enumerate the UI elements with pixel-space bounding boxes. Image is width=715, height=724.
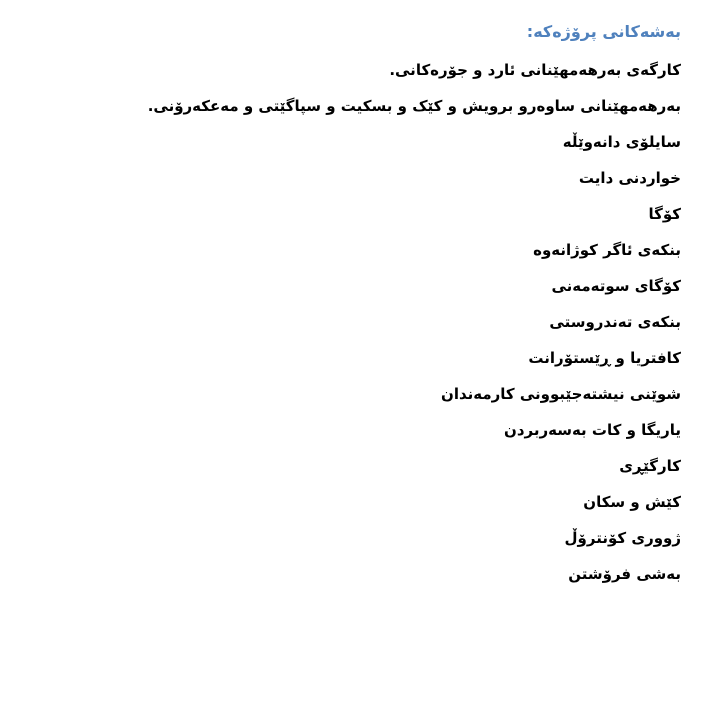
list-item-weighing: کێش و سکان <box>583 493 681 511</box>
list-item-control-room: ژووری کۆنترۆڵ <box>564 529 681 547</box>
list-item-fuel-storage: کۆگای سوتەمەنی <box>551 277 681 295</box>
list-item-staff-housing: شوێنی نیشتەجێبوونی کارمەندان <box>441 385 681 403</box>
list-item-grain-silo: سایلۆی دانەوێڵە <box>562 133 681 151</box>
list-item-warehouse: کۆگا <box>648 205 681 223</box>
list-item-health-center: بنکەی تەندروستی <box>549 313 681 331</box>
list-item-diet-food: خواردنی دایت <box>578 169 681 187</box>
list-item-bakery-products: بەرهەمهێنانی ساوەرو برویش و کێک و بسکیت و سپاگێتی و مەعکەرۆنی. <box>147 97 681 115</box>
list-item-sales-department: بەشی فرۆشتن <box>568 565 681 583</box>
document-content <box>81 18 681 592</box>
section-heading: بەشەکانی پرۆژەکە: <box>526 22 681 41</box>
list-item-flour-factory: کارگەی بەرهەمهێنانی ئارد و جۆرەکانی. <box>389 61 681 79</box>
list-item-administration: کارگێڕی <box>619 457 681 475</box>
list-item-fire-station: بنکەی ئاگر کوژانەوە <box>533 241 681 259</box>
list-item-cafeteria: کافتریا و ڕێستۆرانت <box>528 349 681 367</box>
list-item-playground: یاریگا و کات بەسەربردن <box>504 421 681 439</box>
